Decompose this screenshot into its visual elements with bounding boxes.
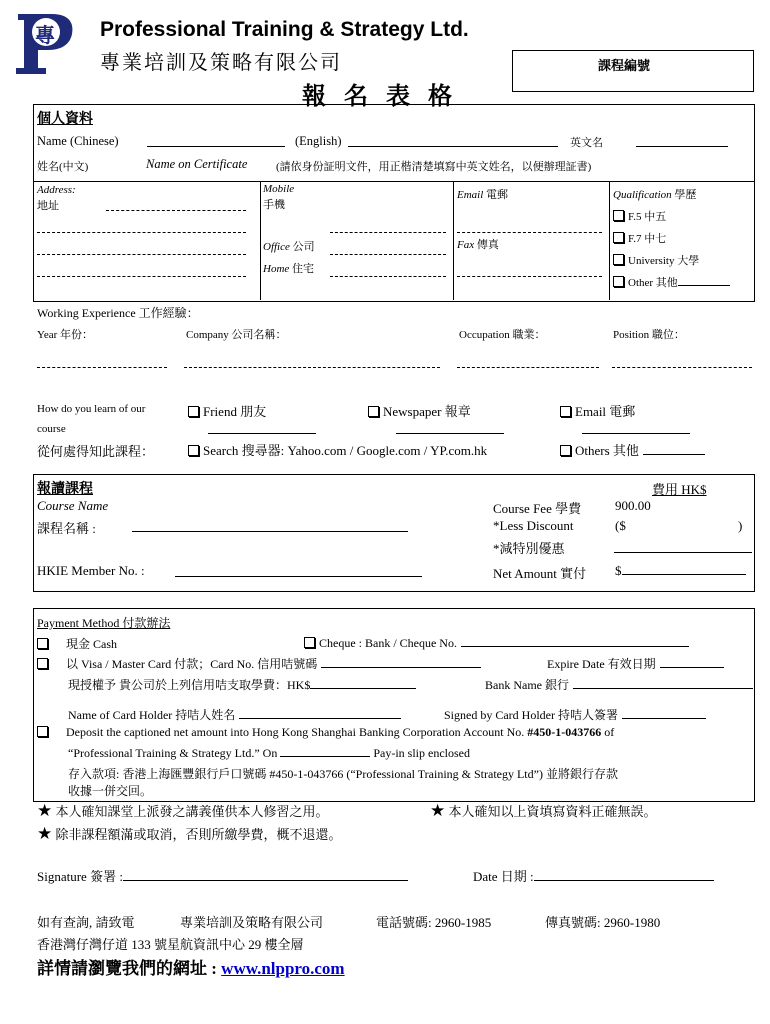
checkbox-icon[interactable] — [560, 445, 571, 456]
name-english-field[interactable] — [348, 135, 558, 147]
qualification-label: Qualification 學歷 — [613, 189, 697, 201]
address-line-1[interactable] — [106, 199, 246, 211]
footer-fax: 傳真號碼: 2960-1980 — [545, 915, 661, 930]
discount-underline[interactable] — [614, 552, 752, 553]
newspaper-field[interactable] — [396, 422, 504, 434]
checkbox-icon[interactable] — [368, 406, 379, 417]
note-1: ★ 本人確知課堂上派發之講義僅供本人修習之用。 — [37, 801, 329, 820]
footer-tel: 電話號碼: 2960-1985 — [376, 915, 492, 930]
net-amount-value[interactable]: $ — [615, 563, 746, 579]
work-position-field[interactable] — [612, 356, 752, 368]
note-2: ★ 本人確知以上資填寫資料正確無誤。 — [430, 801, 657, 820]
company-name-zh: 專業培訓及策略有限公司 — [100, 52, 342, 74]
work-occupation-label: Occupation 職業： — [459, 329, 546, 341]
bank-name[interactable]: Bank Name 銀行 — [485, 676, 753, 693]
grid-divider-3 — [609, 181, 610, 300]
home-field[interactable] — [330, 265, 446, 277]
address-zh-label: 地址 — [37, 200, 59, 212]
qual-option-f7[interactable]: F.7 中七 — [613, 230, 666, 246]
card-holder-signature[interactable]: Signed by Card Holder 持咭人簽署 — [444, 706, 706, 723]
course-heading: 報讀課程 — [37, 482, 93, 497]
grid-divider-2 — [453, 181, 454, 300]
grid-divider-1 — [260, 181, 261, 300]
company-logo — [12, 8, 74, 76]
learn-newspaper[interactable]: Newspaper 報章 — [368, 401, 471, 420]
email-label: Email 電郵 — [457, 189, 509, 201]
footer-website: 詳情請瀏覽我們的網址 : www.nlppro.com — [37, 959, 345, 978]
star-icon: ★ — [37, 801, 53, 820]
personal-heading: 個人資料 — [37, 112, 93, 127]
website-link[interactable]: www.nlppro.com — [221, 959, 345, 978]
work-year-label: Year 年份： — [37, 329, 94, 341]
authorize-text[interactable]: 現授權予 貴公司於上列信用咭支取學費：HK$ — [68, 676, 416, 693]
hkie-label: HKIE Member No. : — [37, 563, 145, 578]
course-name-label: Course Name — [37, 498, 109, 513]
learn-search[interactable]: Search 搜尋器: Yahoo.com / Google.com / YP.com.hk — [188, 440, 487, 459]
course-name-zh-label: 課程名稱 : — [37, 521, 96, 536]
course-code-label: 課程編號 — [598, 58, 651, 73]
qual-option-f5[interactable]: F.5 中五 — [613, 208, 666, 224]
course-name-field[interactable] — [132, 520, 408, 532]
contact-grid-top — [33, 181, 754, 182]
signature-field[interactable]: Signature 簽署 : — [37, 866, 408, 885]
fax-field[interactable] — [457, 265, 602, 277]
footer-address: 香港灣仔灣仔道 133 號星航資訊中心 29 樓全層 — [37, 937, 304, 952]
address-line-3[interactable] — [37, 243, 246, 255]
work-year-field[interactable] — [37, 356, 167, 368]
form-title: 報 名 表 格 — [302, 84, 458, 110]
learn-question-zh: 從何處得知此課程： — [37, 444, 155, 459]
checkbox-icon[interactable] — [613, 232, 624, 243]
email-field[interactable] — [457, 221, 602, 233]
mobile-field[interactable] — [330, 221, 446, 233]
checkbox-icon[interactable] — [37, 726, 48, 737]
checkbox-icon[interactable] — [613, 254, 624, 265]
work-company-field[interactable] — [184, 356, 440, 368]
english-name-field[interactable] — [636, 135, 728, 147]
date-field[interactable]: Date 日期 : — [473, 866, 714, 885]
email-source-field[interactable] — [582, 422, 690, 434]
checkbox-icon[interactable] — [613, 276, 624, 287]
learn-others[interactable]: Others 其他 — [560, 440, 705, 459]
checkbox-icon[interactable] — [188, 445, 199, 456]
discount-zh-label: *減特別優惠 — [493, 541, 565, 556]
star-icon: ★ — [430, 801, 446, 820]
hkie-field[interactable] — [175, 565, 422, 577]
checkbox-icon[interactable] — [37, 638, 48, 649]
work-position-label: Position 職位： — [613, 329, 685, 341]
checkbox-icon[interactable] — [613, 210, 624, 221]
checkbox-icon[interactable] — [37, 658, 48, 669]
payment-heading: Payment Method 付款辦法 — [37, 616, 171, 630]
english-name-zh-label: 英文名 — [570, 137, 603, 149]
certificate-note: (請依身份証明文件，用正楷清楚填寫中英文姓名，以便辦理証書) — [276, 161, 592, 173]
learn-email[interactable]: Email 電郵 — [560, 401, 635, 420]
expire-date[interactable]: Expire Date 有效日期 — [547, 655, 724, 672]
address-label: Address: — [37, 184, 76, 196]
deposit-line-2[interactable]: “Professional Training & Strategy Ltd.” On Pay-in slip enclosed — [68, 746, 470, 760]
discount-open: ($ — [615, 518, 626, 533]
office-field[interactable] — [330, 243, 446, 255]
discount-label: *Less Discount — [493, 518, 574, 533]
name-chinese-field[interactable] — [147, 135, 285, 147]
qual-option-university[interactable]: University 大學 — [613, 252, 699, 268]
mobile-zh-label: 手機 — [263, 199, 285, 211]
footer-enquiry: 如有查詢, 請致電 — [37, 915, 135, 930]
learn-question-en: How do you learn of our — [37, 403, 146, 415]
note-3: ★ 除非課程額滿或取消，否則所繳學費，概不退還。 — [37, 824, 342, 843]
learn-friend[interactable]: Friend 朋友 — [188, 401, 266, 420]
fee-header: 費用 HK$ — [652, 482, 707, 497]
pay-card[interactable]: 以 Visa / Master Card 付款；Card No. 信用咭號碼 — [37, 655, 481, 672]
learn-question-en-2: course — [37, 423, 66, 435]
work-company-label: Company 公司名稱： — [186, 329, 287, 341]
course-fee-label: Course Fee 學費 — [493, 501, 582, 516]
friend-field[interactable] — [208, 422, 316, 434]
address-line-4[interactable] — [37, 265, 246, 277]
pay-deposit[interactable]: Deposit the captioned net amount into Hong Kong Shanghai Banking Corporation Account No. #450-1-043766 of — [37, 725, 614, 740]
pay-cash[interactable]: 現金 Cash — [37, 635, 117, 652]
deposit-line-3: 存入款項: 香港上海匯豐銀行戶口號碼 #450-1-043766 (“Professional Training & Strategy Ltd”) 並將銀行存款 — [68, 767, 618, 781]
footer-company: 專業培訓及策略有限公司 — [180, 915, 324, 930]
name-on-certificate: Name on Certificate — [146, 157, 248, 171]
company-name-en: Professional Training & Strategy Ltd. — [100, 18, 469, 41]
card-holder-name[interactable]: Name of Card Holder 持咭人姓名 — [68, 706, 401, 723]
work-occupation-field[interactable] — [457, 356, 599, 368]
mobile-label: Mobile — [263, 183, 295, 195]
address-line-2[interactable] — [37, 221, 246, 233]
work-heading: Working Experience 工作經驗： — [37, 306, 199, 320]
name-zh-label: 姓名(中文) — [37, 161, 89, 173]
fax-label: Fax 傳真 — [457, 239, 499, 251]
star-icon: ★ — [37, 824, 53, 843]
discount-close: ) — [738, 518, 743, 533]
net-amount-label: Net Amount 實付 — [493, 566, 587, 581]
office-label: Office 公司 — [263, 241, 315, 253]
checkbox-icon[interactable] — [188, 406, 199, 417]
qual-option-other[interactable]: Other 其他 — [613, 274, 730, 290]
logo-glyph: 專 — [35, 25, 55, 47]
deposit-line-4: 收據一併交回。 — [68, 784, 153, 798]
name-english-label: (English) — [295, 134, 342, 148]
checkbox-icon[interactable] — [304, 637, 315, 648]
checkbox-icon[interactable] — [560, 406, 571, 417]
course-code-box[interactable] — [512, 50, 754, 92]
home-label: Home 住宅 — [263, 263, 315, 275]
course-fee-value: 900.00 — [615, 498, 651, 513]
pay-cheque[interactable]: Cheque : Bank / Cheque No. — [304, 635, 689, 651]
name-chinese-label: Name (Chinese) — [37, 134, 119, 148]
